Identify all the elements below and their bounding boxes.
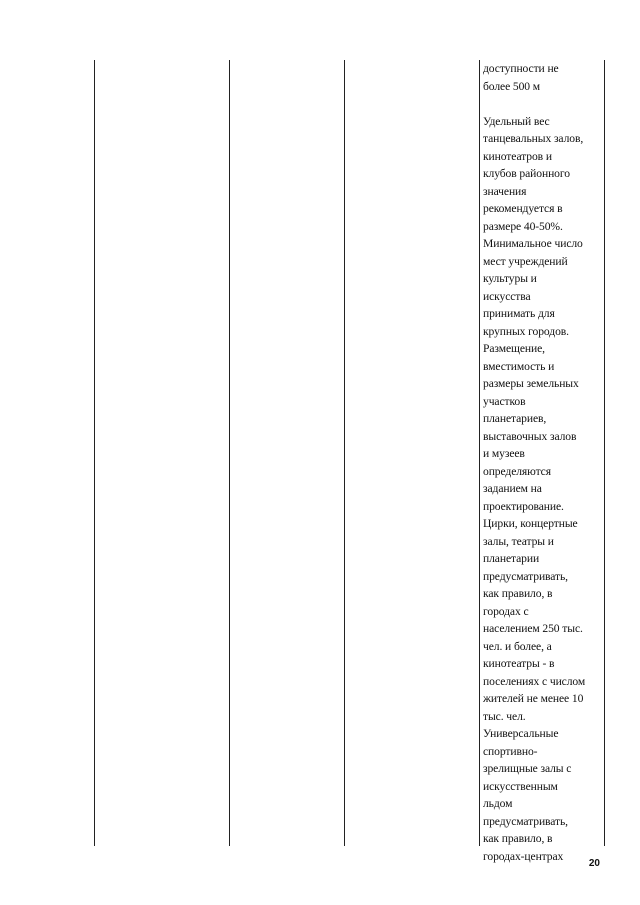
table-column-border-3 <box>344 60 345 846</box>
table-cell-requirements-text: доступности не более 500 м Удельный вес танцевальных залов, кинотеатров и клубов районного значения рекомендуется в размере 40-50%. Минимальное число мест учреждений культуры и искусства принимать для крупных городов. Размещение, вместимость и размеры земельных участков планетариев, выставочных залов и музеев определяются заданием на проектирование. Цирки, концертные залы, театры и планетарии предусматривать, как правило, в городах с населением 250 тыс. чел. и более, а кинотеатры - в поселениях с числом жителей не менее 10 тыс. чел. Универсальные спортивно- зрелищные залы с искусственным льдом предусматривать, как правило, в городах-центрах <box>483 62 586 863</box>
table-column-border-1 <box>94 60 95 846</box>
table-column-border-5 <box>604 60 605 846</box>
page-number: 20 <box>588 858 600 869</box>
table-column-border-4 <box>479 60 480 846</box>
table-column-border-2 <box>229 60 230 846</box>
